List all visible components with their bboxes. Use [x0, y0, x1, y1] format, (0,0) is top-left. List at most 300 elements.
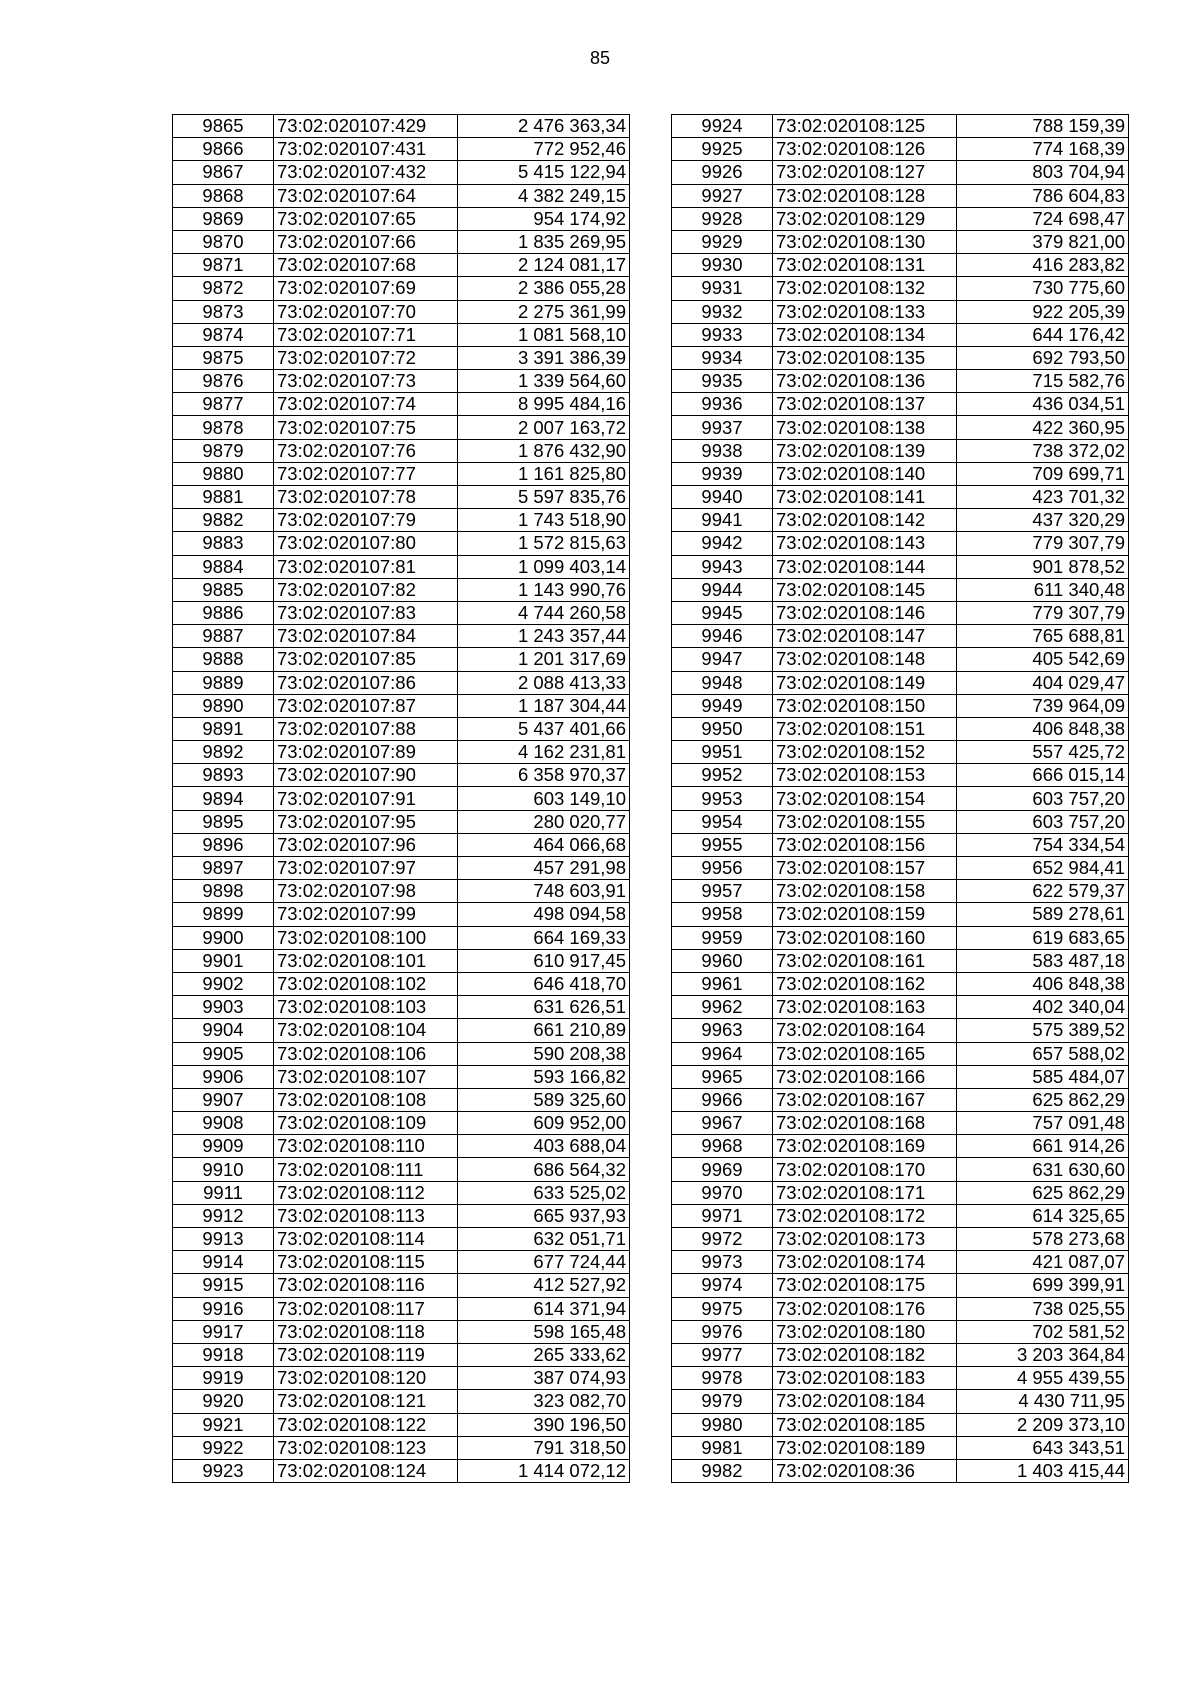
row-number-cell: 9893 [173, 764, 274, 787]
row-number-cell: 9913 [173, 1228, 274, 1251]
cadastral-number-cell: 73:02:020108:170 [773, 1158, 957, 1181]
value-cell: 2 088 413,33 [458, 671, 630, 694]
table-row [672, 1274, 1129, 1297]
value-cell: 5 437 401,66 [458, 717, 630, 740]
table-row [672, 486, 1129, 509]
value-cell: 754 334,54 [957, 833, 1129, 856]
row-number-cell: 9903 [173, 996, 274, 1019]
table-row [173, 972, 630, 995]
row-number-cell: 9973 [672, 1251, 773, 1274]
row-number-cell: 9943 [672, 555, 773, 578]
cadastral-number-cell: 73:02:020108:100 [274, 926, 458, 949]
table-row [672, 230, 1129, 253]
table-row [173, 1135, 630, 1158]
cadastral-number-cell: 73:02:020108:180 [773, 1320, 957, 1343]
row-number-cell: 9922 [173, 1436, 274, 1459]
table-row [173, 833, 630, 856]
table-row [173, 880, 630, 903]
table-row [672, 439, 1129, 462]
table-row [672, 1204, 1129, 1227]
table-row [173, 1297, 630, 1320]
cadastral-number-cell: 73:02:020108:164 [773, 1019, 957, 1042]
right-table-body [672, 115, 1129, 1483]
row-number-cell: 9934 [672, 346, 773, 369]
value-cell: 2 476 363,34 [458, 115, 630, 138]
table-row [173, 578, 630, 601]
cadastral-number-cell: 73:02:020108:117 [274, 1297, 458, 1320]
row-number-cell: 9963 [672, 1019, 773, 1042]
table-row [672, 717, 1129, 740]
table-row [672, 1065, 1129, 1088]
table-row [173, 764, 630, 787]
row-number-cell: 9866 [173, 138, 274, 161]
value-cell: 603 149,10 [458, 787, 630, 810]
cadastral-number-cell: 73:02:020107:98 [274, 880, 458, 903]
value-cell: 4 382 249,15 [458, 184, 630, 207]
value-cell: 437 320,29 [957, 509, 1129, 532]
value-cell: 404 029,47 [957, 671, 1129, 694]
value-cell: 657 588,02 [957, 1042, 1129, 1065]
cadastral-number-cell: 73:02:020108:133 [773, 300, 957, 323]
cadastral-number-cell: 73:02:020108:114 [274, 1228, 458, 1251]
cadastral-number-cell: 73:02:020107:75 [274, 416, 458, 439]
cadastral-number-cell: 73:02:020108:144 [773, 555, 957, 578]
row-number-cell: 9898 [173, 880, 274, 903]
value-cell: 614 371,94 [458, 1297, 630, 1320]
row-number-cell: 9884 [173, 555, 274, 578]
value-cell: 739 964,09 [957, 694, 1129, 717]
value-cell: 646 418,70 [458, 972, 630, 995]
cadastral-number-cell: 73:02:020108:168 [773, 1112, 957, 1135]
cadastral-number-cell: 73:02:020107:79 [274, 509, 458, 532]
table-row [173, 903, 630, 926]
row-number-cell: 9918 [173, 1343, 274, 1366]
cadastral-number-cell: 73:02:020107:72 [274, 346, 458, 369]
row-number-cell: 9882 [173, 509, 274, 532]
value-cell: 611 340,48 [957, 578, 1129, 601]
table-row [173, 416, 630, 439]
cadastral-number-cell: 73:02:020108:185 [773, 1413, 957, 1436]
value-cell: 633 525,02 [458, 1181, 630, 1204]
cadastral-number-cell: 73:02:020108:146 [773, 601, 957, 624]
cadastral-number-cell: 73:02:020108:113 [274, 1204, 458, 1227]
row-number-cell: 9956 [672, 857, 773, 880]
row-number-cell: 9911 [173, 1181, 274, 1204]
table-row [672, 1088, 1129, 1111]
value-cell: 464 066,68 [458, 833, 630, 856]
row-number-cell: 9961 [672, 972, 773, 995]
cadastral-number-cell: 73:02:020107:85 [274, 648, 458, 671]
table-row [672, 1436, 1129, 1459]
table-row [672, 1228, 1129, 1251]
row-number-cell: 9870 [173, 230, 274, 253]
table-row [672, 1320, 1129, 1343]
row-number-cell: 9894 [173, 787, 274, 810]
table-row [672, 741, 1129, 764]
row-number-cell: 9914 [173, 1251, 274, 1274]
value-cell: 686 564,32 [458, 1158, 630, 1181]
value-cell: 643 343,51 [957, 1436, 1129, 1459]
value-cell: 644 176,42 [957, 323, 1129, 346]
cadastral-number-cell: 73:02:020108:137 [773, 393, 957, 416]
table-row [173, 277, 630, 300]
table-row [672, 787, 1129, 810]
value-cell: 5 597 835,76 [458, 486, 630, 509]
row-number-cell: 9887 [173, 625, 274, 648]
cadastral-number-cell: 73:02:020108:139 [773, 439, 957, 462]
cadastral-number-cell: 73:02:020107:65 [274, 207, 458, 230]
value-cell: 2 124 081,17 [458, 254, 630, 277]
table-row [672, 1413, 1129, 1436]
row-number-cell: 9931 [672, 277, 773, 300]
row-number-cell: 9941 [672, 509, 773, 532]
cadastral-number-cell: 73:02:020107:90 [274, 764, 458, 787]
cadastral-number-cell: 73:02:020108:160 [773, 926, 957, 949]
value-cell: 457 291,98 [458, 857, 630, 880]
cadastral-number-cell: 73:02:020108:149 [773, 671, 957, 694]
row-number-cell: 9940 [672, 486, 773, 509]
table-row [173, 370, 630, 393]
row-number-cell: 9924 [672, 115, 773, 138]
cadastral-number-cell: 73:02:020107:95 [274, 810, 458, 833]
table-row [672, 346, 1129, 369]
cadastral-number-cell: 73:02:020107:86 [274, 671, 458, 694]
row-number-cell: 9883 [173, 532, 274, 555]
value-cell: 665 937,93 [458, 1204, 630, 1227]
row-number-cell: 9916 [173, 1297, 274, 1320]
cadastral-number-cell: 73:02:020108:118 [274, 1320, 458, 1343]
value-cell: 788 159,39 [957, 115, 1129, 138]
cadastral-number-cell: 73:02:020108:119 [274, 1343, 458, 1366]
table-row [672, 926, 1129, 949]
row-number-cell: 9905 [173, 1042, 274, 1065]
table-row [173, 393, 630, 416]
table-row [173, 532, 630, 555]
value-cell: 423 701,32 [957, 486, 1129, 509]
row-number-cell: 9975 [672, 1297, 773, 1320]
row-number-cell: 9878 [173, 416, 274, 439]
cadastral-number-cell: 73:02:020108:171 [773, 1181, 957, 1204]
row-number-cell: 9936 [672, 393, 773, 416]
row-number-cell: 9926 [672, 161, 773, 184]
table-row [672, 1019, 1129, 1042]
row-number-cell: 9939 [672, 462, 773, 485]
table-row [672, 880, 1129, 903]
cadastral-number-cell: 73:02:020107:69 [274, 277, 458, 300]
row-number-cell: 9938 [672, 439, 773, 462]
cadastral-number-cell: 73:02:020108:112 [274, 1181, 458, 1204]
row-number-cell: 9950 [672, 717, 773, 740]
cadastral-number-cell: 73:02:020107:91 [274, 787, 458, 810]
value-cell: 779 307,79 [957, 532, 1129, 555]
row-number-cell: 9979 [672, 1390, 773, 1413]
value-cell: 578 273,68 [957, 1228, 1129, 1251]
row-number-cell: 9923 [173, 1459, 274, 1482]
cadastral-number-cell: 73:02:020108:138 [773, 416, 957, 439]
table-row [173, 1251, 630, 1274]
cadastral-number-cell: 73:02:020108:124 [274, 1459, 458, 1482]
row-number-cell: 9896 [173, 833, 274, 856]
table-row [672, 1343, 1129, 1366]
table-row [173, 717, 630, 740]
table-row [173, 857, 630, 880]
value-cell: 436 034,51 [957, 393, 1129, 416]
cadastral-number-cell: 73:02:020108:162 [773, 972, 957, 995]
cadastral-number-cell: 73:02:020108:172 [773, 1204, 957, 1227]
value-cell: 422 360,95 [957, 416, 1129, 439]
value-cell: 405 542,69 [957, 648, 1129, 671]
cadastral-number-cell: 73:02:020108:165 [773, 1042, 957, 1065]
table-row [672, 254, 1129, 277]
row-number-cell: 9977 [672, 1343, 773, 1366]
value-cell: 625 862,29 [957, 1088, 1129, 1111]
table-row [173, 1088, 630, 1111]
value-cell: 774 168,39 [957, 138, 1129, 161]
cadastral-number-cell: 73:02:020107:431 [274, 138, 458, 161]
table-row [173, 486, 630, 509]
row-number-cell: 9877 [173, 393, 274, 416]
value-cell: 1 243 357,44 [458, 625, 630, 648]
cadastral-number-cell: 73:02:020108:140 [773, 462, 957, 485]
row-number-cell: 9902 [173, 972, 274, 995]
table-row [173, 1065, 630, 1088]
value-cell: 1 339 564,60 [458, 370, 630, 393]
row-number-cell: 9954 [672, 810, 773, 833]
cadastral-number-cell: 73:02:020107:83 [274, 601, 458, 624]
table-row [173, 300, 630, 323]
value-cell: 631 626,51 [458, 996, 630, 1019]
table-row [173, 1112, 630, 1135]
cadastral-number-cell: 73:02:020108:111 [274, 1158, 458, 1181]
table-row [672, 462, 1129, 485]
table-row [672, 578, 1129, 601]
table-row [672, 1158, 1129, 1181]
cadastral-number-cell: 73:02:020108:101 [274, 949, 458, 972]
table-row [672, 1390, 1129, 1413]
cadastral-number-cell: 73:02:020108:36 [773, 1459, 957, 1482]
table-row [672, 671, 1129, 694]
row-number-cell: 9969 [672, 1158, 773, 1181]
cadastral-number-cell: 73:02:020107:99 [274, 903, 458, 926]
value-cell: 403 688,04 [458, 1135, 630, 1158]
cadastral-number-cell: 73:02:020107:89 [274, 741, 458, 764]
cadastral-number-cell: 73:02:020108:107 [274, 1065, 458, 1088]
cadastral-number-cell: 73:02:020108:183 [773, 1367, 957, 1390]
cadastral-number-cell: 73:02:020108:159 [773, 903, 957, 926]
cadastral-number-cell: 73:02:020107:78 [274, 486, 458, 509]
table-row [173, 949, 630, 972]
row-number-cell: 9888 [173, 648, 274, 671]
value-cell: 715 582,76 [957, 370, 1129, 393]
cadastral-number-cell: 73:02:020107:96 [274, 833, 458, 856]
row-number-cell: 9947 [672, 648, 773, 671]
value-cell: 589 325,60 [458, 1088, 630, 1111]
value-cell: 786 604,83 [957, 184, 1129, 207]
row-number-cell: 9948 [672, 671, 773, 694]
value-cell: 1 187 304,44 [458, 694, 630, 717]
value-cell: 4 955 439,55 [957, 1367, 1129, 1390]
row-number-cell: 9935 [672, 370, 773, 393]
value-cell: 1 143 990,76 [458, 578, 630, 601]
cadastral-number-cell: 73:02:020108:153 [773, 764, 957, 787]
cadastral-number-cell: 73:02:020107:432 [274, 161, 458, 184]
value-cell: 614 325,65 [957, 1204, 1129, 1227]
row-number-cell: 9871 [173, 254, 274, 277]
row-number-cell: 9974 [672, 1274, 773, 1297]
table-row [672, 996, 1129, 1019]
row-number-cell: 9912 [173, 1204, 274, 1227]
value-cell: 1 403 415,44 [957, 1459, 1129, 1482]
row-number-cell: 9964 [672, 1042, 773, 1065]
table-row [672, 1181, 1129, 1204]
row-number-cell: 9967 [672, 1112, 773, 1135]
cadastral-number-cell: 73:02:020108:131 [773, 254, 957, 277]
table-row [672, 207, 1129, 230]
table-row [672, 138, 1129, 161]
row-number-cell: 9971 [672, 1204, 773, 1227]
value-cell: 699 399,91 [957, 1274, 1129, 1297]
page-number: 85 [589, 48, 611, 68]
cadastral-number-cell: 73:02:020107:97 [274, 857, 458, 880]
cadastral-number-cell: 73:02:020108:116 [274, 1274, 458, 1297]
value-cell: 748 603,91 [458, 880, 630, 903]
value-cell: 603 757,20 [957, 787, 1129, 810]
row-number-cell: 9874 [173, 323, 274, 346]
table-row [173, 346, 630, 369]
value-cell: 583 487,18 [957, 949, 1129, 972]
row-number-cell: 9951 [672, 741, 773, 764]
row-number-cell: 9919 [173, 1367, 274, 1390]
value-cell: 757 091,48 [957, 1112, 1129, 1135]
value-cell: 2 209 373,10 [957, 1413, 1129, 1436]
cadastral-number-cell: 73:02:020108:120 [274, 1367, 458, 1390]
row-number-cell: 9976 [672, 1320, 773, 1343]
value-cell: 1 099 403,14 [458, 555, 630, 578]
value-cell: 666 015,14 [957, 764, 1129, 787]
row-number-cell: 9970 [672, 1181, 773, 1204]
value-cell: 772 952,46 [458, 138, 630, 161]
value-cell: 622 579,37 [957, 880, 1129, 903]
table-row [173, 1413, 630, 1436]
value-cell: 738 025,55 [957, 1297, 1129, 1320]
cadastral-number-cell: 73:02:020108:141 [773, 486, 957, 509]
value-cell: 590 208,38 [458, 1042, 630, 1065]
row-number-cell: 9982 [672, 1459, 773, 1482]
value-cell: 922 205,39 [957, 300, 1129, 323]
table-row [173, 1019, 630, 1042]
row-number-cell: 9885 [173, 578, 274, 601]
table-row [672, 601, 1129, 624]
row-number-cell: 9917 [173, 1320, 274, 1343]
row-number-cell: 9920 [173, 1390, 274, 1413]
row-number-cell: 9899 [173, 903, 274, 926]
value-cell: 901 878,52 [957, 555, 1129, 578]
row-number-cell: 9959 [672, 926, 773, 949]
cadastral-number-cell: 73:02:020108:169 [773, 1135, 957, 1158]
table-row [672, 1367, 1129, 1390]
table-row [672, 1251, 1129, 1274]
cadastral-number-cell: 73:02:020108:135 [773, 346, 957, 369]
value-cell: 661 210,89 [458, 1019, 630, 1042]
value-cell: 2 007 163,72 [458, 416, 630, 439]
row-number-cell: 9930 [672, 254, 773, 277]
cadastral-number-cell: 73:02:020108:125 [773, 115, 957, 138]
cadastral-number-cell: 73:02:020108:102 [274, 972, 458, 995]
value-cell: 390 196,50 [458, 1413, 630, 1436]
cadastral-number-cell: 73:02:020107:87 [274, 694, 458, 717]
row-number-cell: 9901 [173, 949, 274, 972]
table-row [672, 1112, 1129, 1135]
cadastral-number-cell: 73:02:020108:122 [274, 1413, 458, 1436]
table-row [173, 439, 630, 462]
cadastral-number-cell: 73:02:020108:173 [773, 1228, 957, 1251]
row-number-cell: 9910 [173, 1158, 274, 1181]
cadastral-number-cell: 73:02:020107:429 [274, 115, 458, 138]
cadastral-number-cell: 73:02:020108:161 [773, 949, 957, 972]
table-row [173, 323, 630, 346]
row-number-cell: 9886 [173, 601, 274, 624]
cadastral-number-cell: 73:02:020107:77 [274, 462, 458, 485]
row-number-cell: 9875 [173, 346, 274, 369]
table-row [672, 949, 1129, 972]
table-row [173, 1274, 630, 1297]
value-cell: 593 166,82 [458, 1065, 630, 1088]
table-row [173, 741, 630, 764]
table-row [672, 1042, 1129, 1065]
table-row [173, 115, 630, 138]
row-number-cell: 9957 [672, 880, 773, 903]
cadastral-number-cell: 73:02:020108:132 [773, 277, 957, 300]
table-row [672, 393, 1129, 416]
cadastral-number-cell: 73:02:020108:167 [773, 1088, 957, 1111]
value-cell: 609 952,00 [458, 1112, 630, 1135]
value-cell: 1 876 432,90 [458, 439, 630, 462]
row-number-cell: 9928 [672, 207, 773, 230]
cadastral-number-cell: 73:02:020108:156 [773, 833, 957, 856]
cadastral-number-cell: 73:02:020108:108 [274, 1088, 458, 1111]
row-number-cell: 9966 [672, 1088, 773, 1111]
table-row [672, 1459, 1129, 1482]
table-row [672, 810, 1129, 833]
row-number-cell: 9978 [672, 1367, 773, 1390]
row-number-cell: 9881 [173, 486, 274, 509]
cadastral-number-cell: 73:02:020108:134 [773, 323, 957, 346]
value-cell: 1 414 072,12 [458, 1459, 630, 1482]
cadastral-number-cell: 73:02:020108:150 [773, 694, 957, 717]
cadastral-number-cell: 73:02:020108:174 [773, 1251, 957, 1274]
table-row [672, 115, 1129, 138]
cadastral-number-cell: 73:02:020108:148 [773, 648, 957, 671]
table-row [672, 1297, 1129, 1320]
table-row [173, 509, 630, 532]
value-cell: 738 372,02 [957, 439, 1129, 462]
cadastral-number-cell: 73:02:020108:147 [773, 625, 957, 648]
cadastral-number-cell: 73:02:020107:82 [274, 578, 458, 601]
value-cell: 585 484,07 [957, 1065, 1129, 1088]
table-row [672, 184, 1129, 207]
table-row [173, 625, 630, 648]
cadastral-number-cell: 73:02:020108:126 [773, 138, 957, 161]
cadastral-number-cell: 73:02:020108:142 [773, 509, 957, 532]
table-row [173, 601, 630, 624]
cadastral-number-cell: 73:02:020108:151 [773, 717, 957, 740]
table-row [672, 972, 1129, 995]
value-cell: 379 821,00 [957, 230, 1129, 253]
row-number-cell: 9921 [173, 1413, 274, 1436]
row-number-cell: 9932 [672, 300, 773, 323]
value-cell: 8 995 484,16 [458, 393, 630, 416]
value-cell: 1 081 568,10 [458, 323, 630, 346]
